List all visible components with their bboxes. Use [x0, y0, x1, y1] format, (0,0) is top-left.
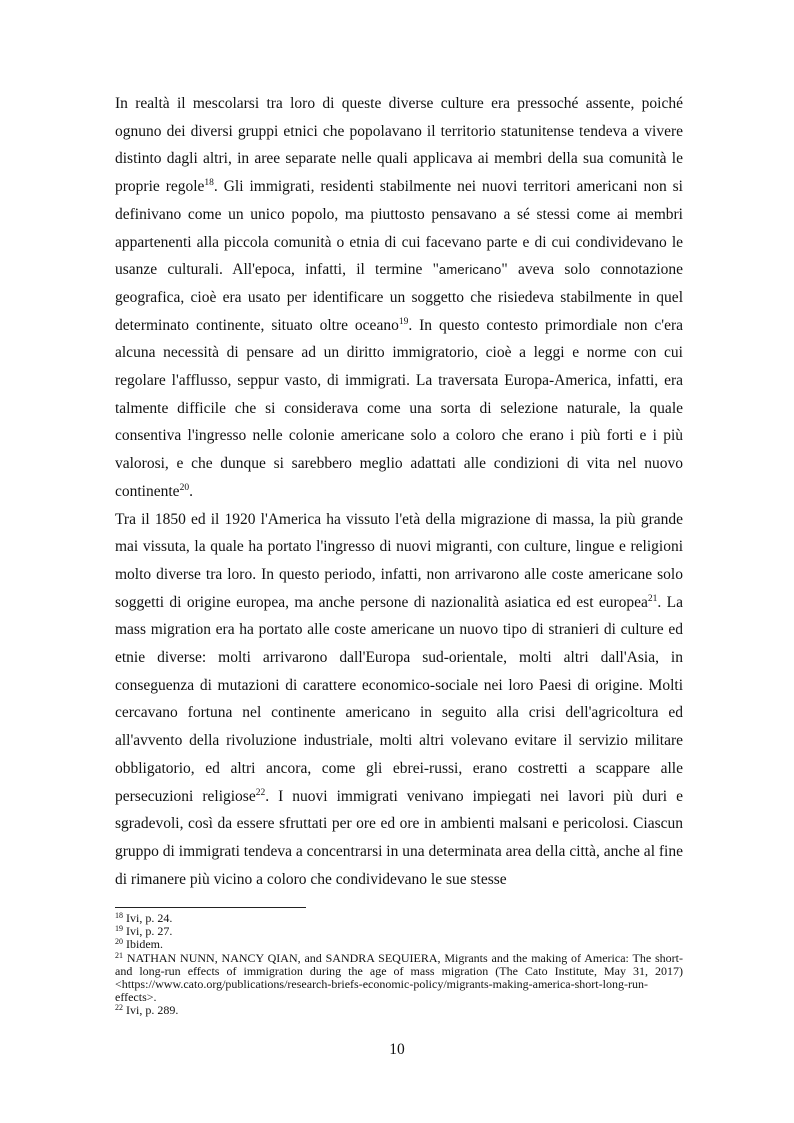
footnote-21 — [115, 952, 683, 1005]
paragraph-text: . Gli immigrati, residenti stabilmente nei nuovi territori americani non si definivano come un unico popolo, ma piuttosto pensavano a sé stessi come ai membri appartenenti alla piccola comunità o etnia di cui facevano parte e di cui condividevano le usanze culturali. All'epoca, infatti, il termine " — [115, 178, 683, 279]
footnote-22 — [115, 1004, 683, 1017]
footnote-text: Ivi, p. 289. — [126, 1003, 179, 1018]
body-text — [115, 90, 683, 893]
footnote-number: 19 — [115, 924, 123, 934]
footnote-number: 22 — [115, 1003, 123, 1013]
paragraph-text: " aveva solo connotazione geografica, cioè era usato per identificare un soggetto che risiedeva stabilmente in quel determinato continente, situato oltre oceano — [115, 261, 684, 334]
footnote-text: NATHAN NUNN, NANCY QIAN, and SANDRA SEQUIERA, Migrants and the making of America: The short- and long-run effects of immigration during the age of mass migration (The Cato Institute, May 31, 2017) <https://www.cato.org/publications/research-briefs-economic-policy/migrants-making-america-short-long-run-effects>. — [115, 950, 684, 1005]
footnote-number: 20 — [115, 937, 123, 947]
paragraph-text: . In questo contesto primordiale non c'era alcuna necessità di pensare ad un diritto immigratorio, cioè a leggi e norme con cui regolare l'afflusso, seppur vasto, di immigrati. La traversata Europa-America, infatti, era talmente difficile che si considerava come una sorta di selezione naturale, la quale consentiva l'ingresso nelle colonie americane solo a coloro che erano i più forti e i più valorosi, e che dunque si sarebbero meglio adattati alle condizioni di vita nel nuovo continente — [115, 316, 683, 500]
paragraph-2 — [115, 506, 683, 894]
footnote-ref-19[interactable]: 19 — [398, 316, 409, 327]
footnotes — [115, 912, 683, 1018]
emphasized-term: americano — [438, 262, 502, 278]
footnote-ref-22[interactable]: 22 — [255, 787, 266, 798]
footnote-number: 18 — [115, 911, 123, 920]
footnote-ref-18[interactable]: 18 — [204, 178, 214, 189]
page-number: 10 — [389, 1041, 405, 1058]
footnote-19 — [115, 925, 683, 938]
footnote-18 — [115, 912, 683, 925]
paragraph-text: . I nuovi immigrati venivano impiegati nei lavori più duri e sgradevoli, così da essere sfruttati per ore ed ore in ambienti malsani e pericolosi. Ciascun gruppo di immigrati tendeva a concentrarsi in una determinata area della città, anche al fine di rimanere più vicino a coloro che condividevano le sue stesse — [115, 787, 683, 888]
footnote-text: Ivi, p. 27. — [126, 924, 173, 939]
paragraph-text: . — [189, 482, 193, 500]
footnote-ref-21[interactable]: 21 — [647, 593, 658, 604]
footnote-text: Ibidem. — [126, 937, 163, 952]
paragraph-text: Tra il 1850 ed il 1920 l'America ha vissuto l'età della migrazione di massa, la più grande mai vissuta, la quale ha portato l'ingresso di nuovi migranti, con culture, lingue e religioni molto diverse tra loro. In questo periodo, infatti, non arrivarono alle coste americane solo soggetti di origine europea, ma anche persone di nazionalità asiatica ed est europea — [115, 510, 683, 611]
footnote-separator — [115, 907, 306, 908]
footnote-text: Ivi, p. 24. — [126, 911, 173, 925]
footnote-ref-20[interactable]: 20 — [179, 482, 190, 493]
paragraph-1 — [115, 90, 683, 506]
footnote-number: 21 — [115, 950, 123, 960]
paragraph-text: In realtà il mescolarsi tra loro di queste diverse culture era pressoché assente, poiché ognuno dei diversi gruppi etnici che popolavano il territorio statunitense tendeva a vivere distinto dagli altri, in aree separate nelle quali applicava ai membri della sua comunità le proprie regole — [115, 95, 683, 196]
paragraph-text: . La mass migration era ha portato alle coste americane un nuovo tipo di stranieri di culture ed etnie diverse: molti arrivarono dall'Europa sud-orientale, molti altri dall'Asia, in conseguenza di mutazioni di carattere economico-sociale nei loro Paesi di origine. Molti cercavano fortuna nel continente americano in seguito alla crisi dell'agricoltura ed all'avvento della rivoluzione industriale, molti altri volevano evitare il servizio militare obbligatorio, ed altri ancora, come gli ebrei-russi, erano costretti a scappare alle persecuzioni religiose — [115, 593, 683, 805]
